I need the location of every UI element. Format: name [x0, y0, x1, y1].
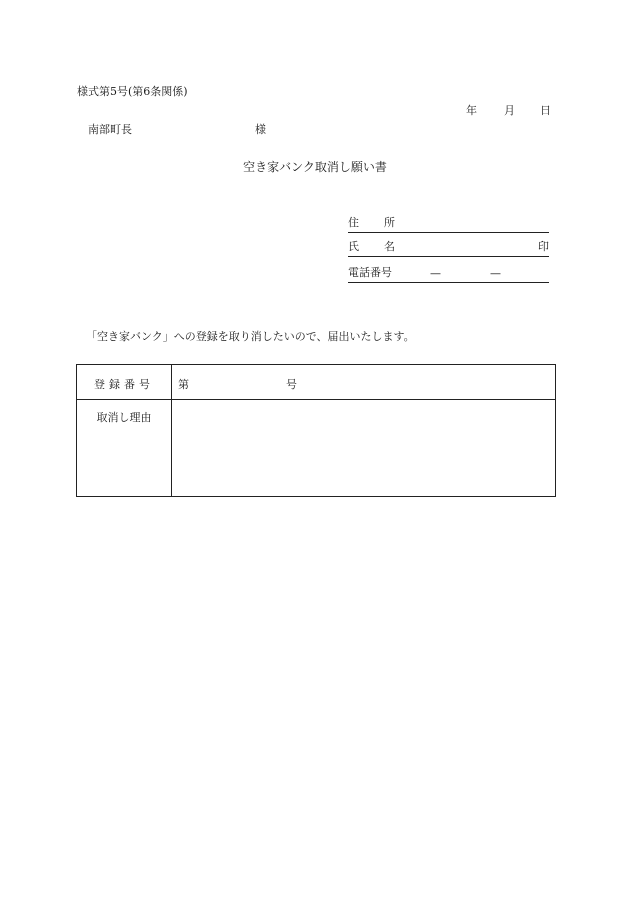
addressee-honorific: 様 [255, 123, 266, 136]
phone-label: 電話番号 [348, 266, 392, 279]
cancellation-reason-label: 取消し理由 [96, 411, 152, 424]
date-line [466, 105, 556, 119]
name-field[interactable] [348, 240, 549, 257]
cancellation-reason-row[interactable] [77, 400, 555, 496]
name-label-1: 氏 [348, 240, 359, 253]
statement-text: 「空き家バンク」への登録を取り消したいので、届出いたします。 [86, 330, 415, 343]
address-label-2: 所 [384, 216, 395, 229]
phone-separator-1: — [430, 267, 441, 280]
date-month-label: 月 [504, 104, 515, 117]
registration-table [76, 364, 556, 497]
date-day-label: 日 [540, 104, 551, 117]
phone-separator-2: — [490, 267, 501, 280]
registration-number-label: 登録番号 [94, 378, 154, 391]
date-year-label: 年 [466, 104, 477, 117]
form-number: 様式第5号(第6条関係) [77, 85, 188, 98]
document-title: 空き家バンク取消し願い書 [243, 160, 387, 174]
name-label-2: 名 [384, 240, 395, 253]
addressee-name: 南部町長 [88, 123, 132, 136]
registration-number-suffix: 号 [286, 378, 297, 391]
address-field[interactable] [348, 216, 549, 233]
registration-number-row [77, 365, 555, 400]
address-label-1: 住 [348, 216, 359, 229]
registration-number-prefix: 第 [178, 378, 189, 391]
phone-field[interactable] [348, 266, 549, 283]
seal-mark: 印 [538, 240, 549, 253]
